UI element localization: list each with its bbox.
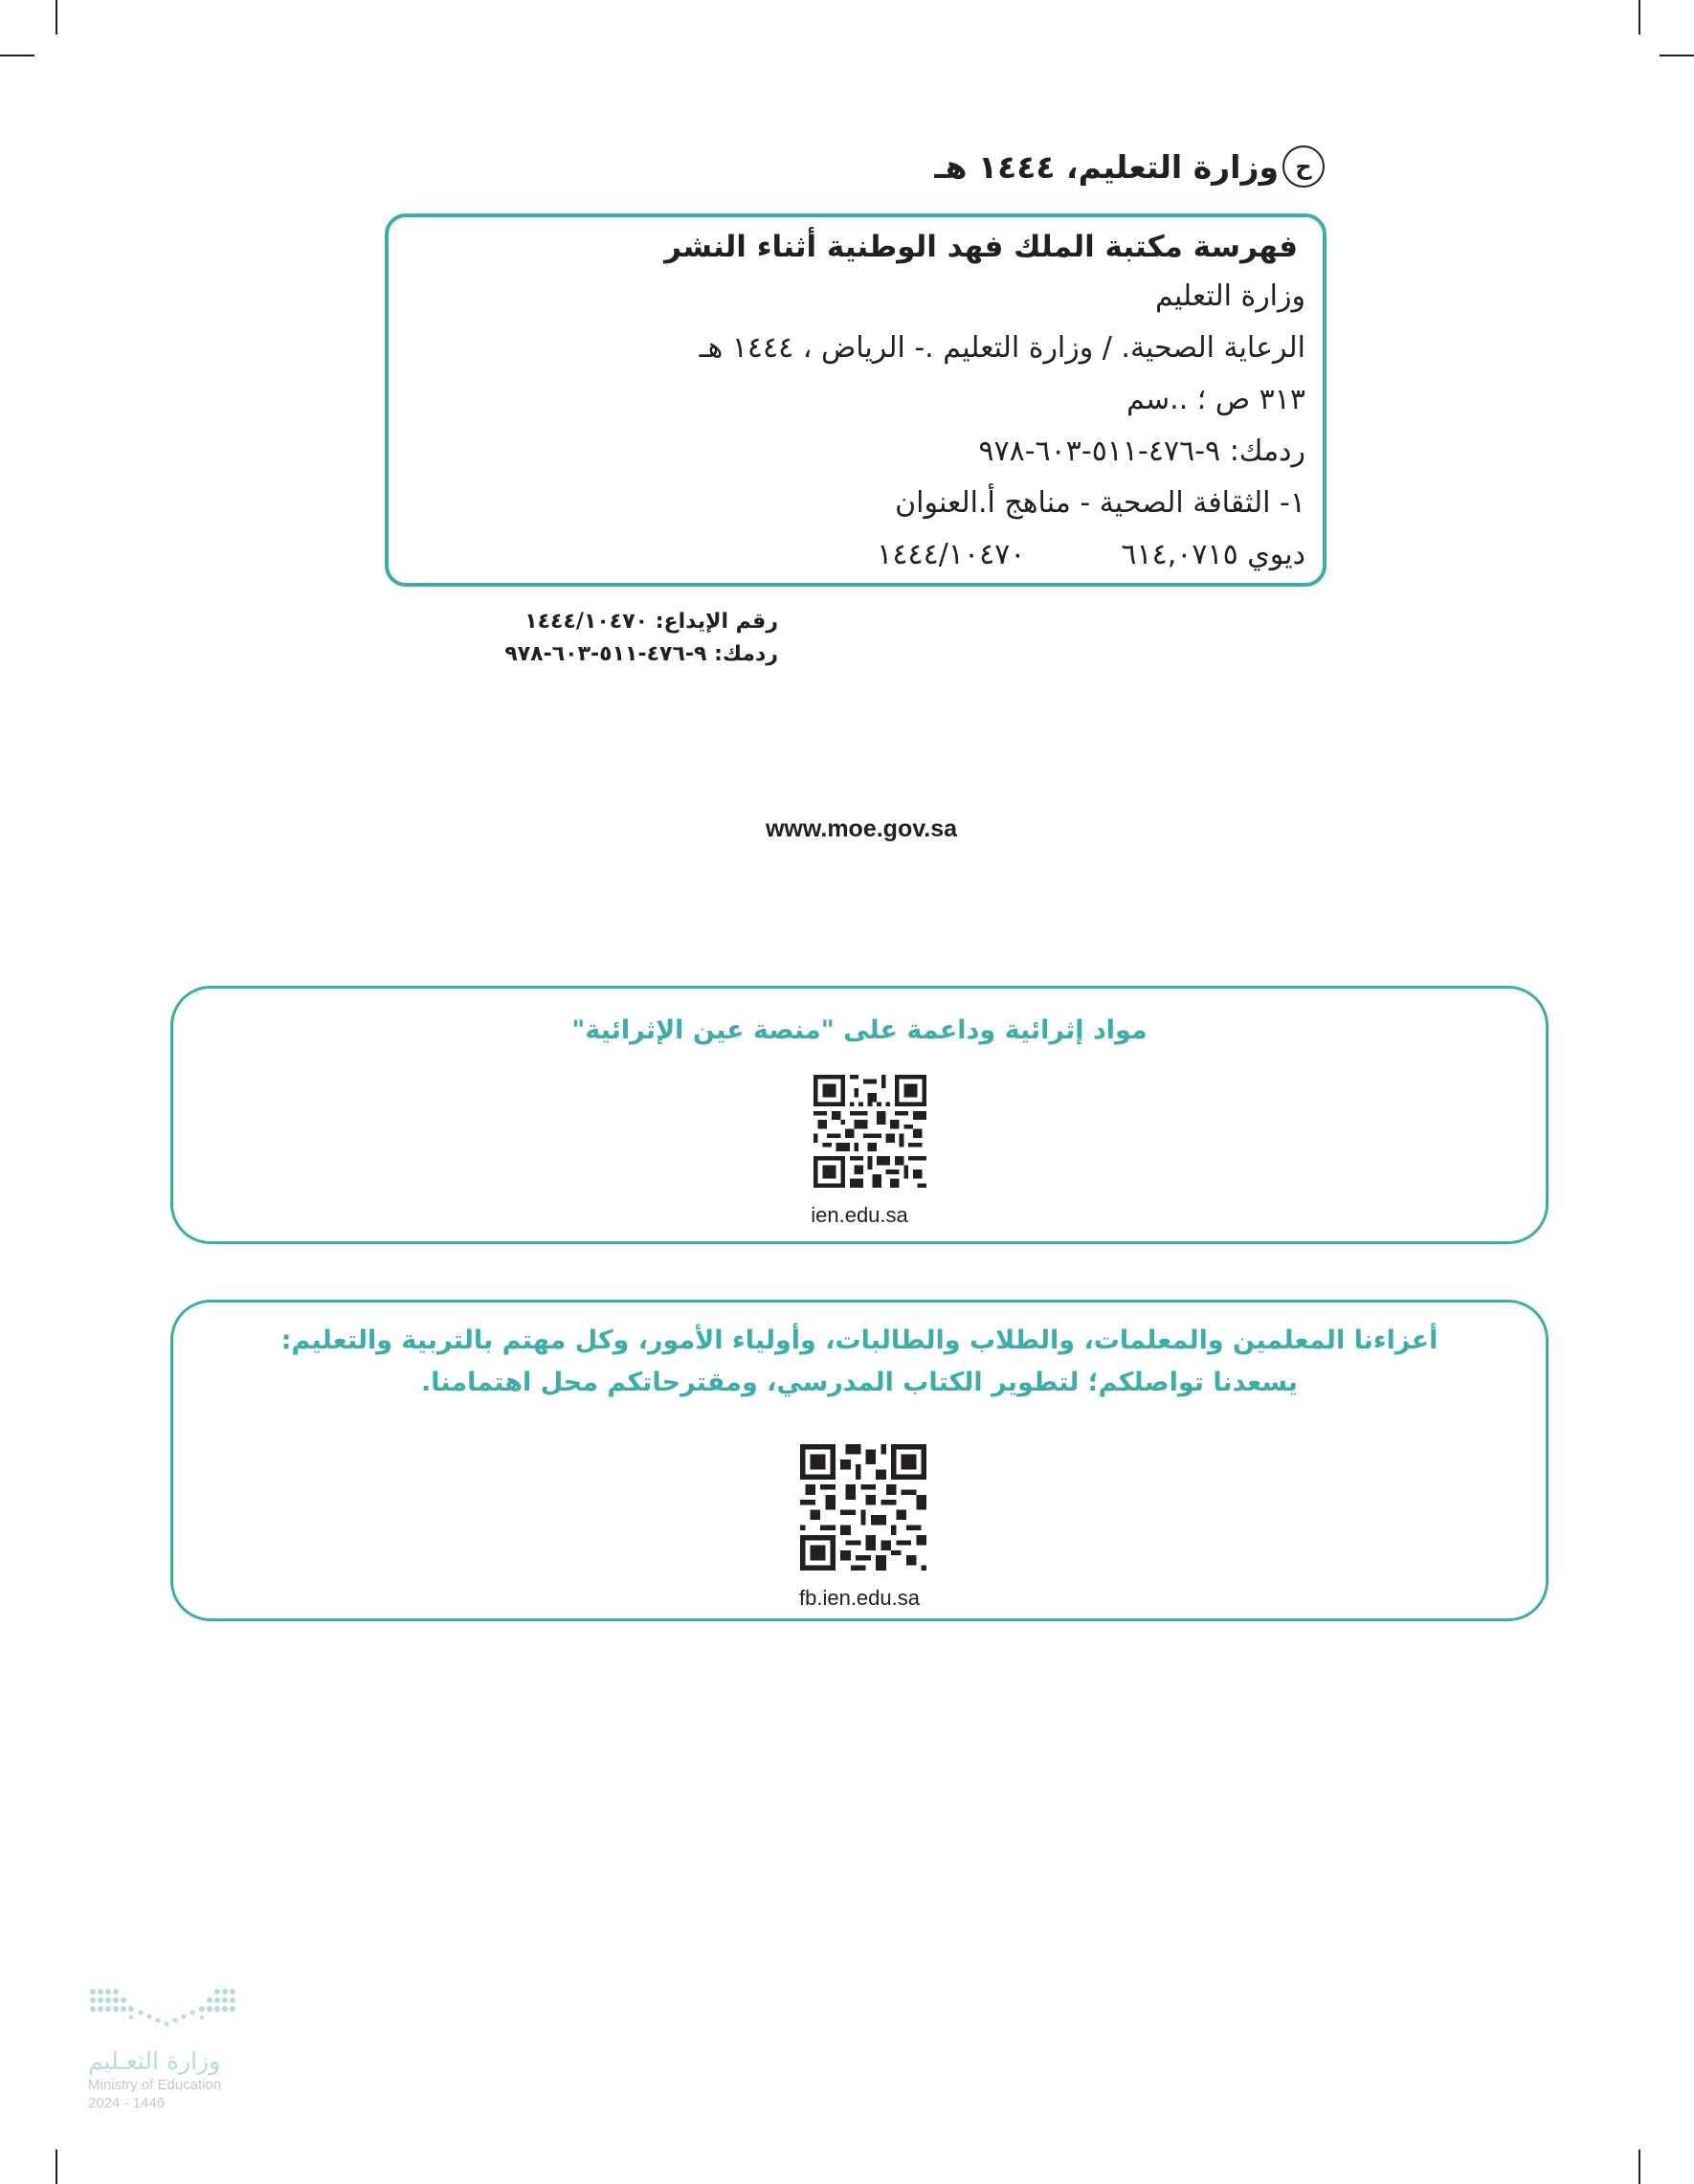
feedback-panel [170, 1300, 1549, 1621]
crop-mark [56, 0, 57, 34]
feedback-line-2: يسعدنا تواصلكم؛ لتطوير الكتاب المدرسي، ومقترحاتكم محل اهتمامنا. [420, 1368, 1299, 1397]
crop-mark [0, 55, 34, 56]
ien-platform-panel [170, 986, 1549, 1244]
ministry-name-english: Ministry of Education [88, 2077, 222, 2093]
feedback-line-1: أعزاءنا المعلمين والمعلمات، والطلاب والطالبات، وأولياء الأمور، وكل مهتم بالتربية والتعليم: [280, 1326, 1438, 1355]
catalog-line: وزارة التعليم [1154, 279, 1305, 313]
catalog-line: ١- الثقافة الصحية - مناهج أ.العنوان [895, 486, 1305, 520]
deposit-number: رقم الإيداع: ١٤٤٤/١٠٤٧٠ [524, 610, 778, 634]
catalog-line: ردمك: ٩-٤٧٦-٥١١-٦٠٣-٩٧٨ [978, 435, 1305, 468]
website-link[interactable]: www.moe.gov.sa [765, 815, 958, 842]
copyright-line [934, 145, 1325, 188]
dewey-number: ١٤٤٤/١٠٤٧٠ [877, 538, 1026, 571]
feedback-qr-code[interactable] [800, 1444, 926, 1571]
catalog-title: فهرسة مكتبة الملك فهد الوطنية أثناء النشر [664, 230, 1298, 264]
crop-mark [1660, 55, 1694, 56]
ministry-logo [88, 1986, 318, 2111]
copyright-symbol: ح [1282, 145, 1325, 188]
ministry-name-arabic: وزارة التعـليم [88, 2047, 221, 2075]
deposit-info [357, 606, 778, 671]
crop-mark [56, 2150, 57, 2184]
catalog-dewey-line [406, 529, 1305, 581]
crop-mark [1638, 0, 1640, 34]
feedback-url[interactable]: fb.ien.edu.sa [799, 1586, 920, 1610]
ministry-logo-dots-icon [88, 1986, 241, 2034]
deposit-isbn: ردمك: ٩-٤٧٦-٥١١-٦٠٣-٩٧٨ [504, 642, 778, 666]
catalog-line: ٣١٣ ص ؛ ..سم [1126, 383, 1305, 416]
ien-panel-heading: مواد إثرائية وداعمة على "منصة عين الإثرائية" [571, 1015, 1148, 1045]
ien-url[interactable]: ien.edu.sa [811, 1203, 908, 1227]
ministry-years: 2024 - 1446 [88, 2095, 166, 2111]
copyright-text: وزارة التعليم، ١٤٤٤ هـ [934, 147, 1279, 186]
catalog-box [385, 213, 1326, 587]
ien-qr-code[interactable] [814, 1075, 926, 1188]
catalog-line: الرعاية الصحية. / وزارة التعليم .- الرياض ، ١٤٤٤ هـ [699, 331, 1305, 365]
crop-mark [1638, 2150, 1640, 2184]
dewey-label: ديوي ٦١٤,٠٧١٥ [1121, 538, 1305, 571]
